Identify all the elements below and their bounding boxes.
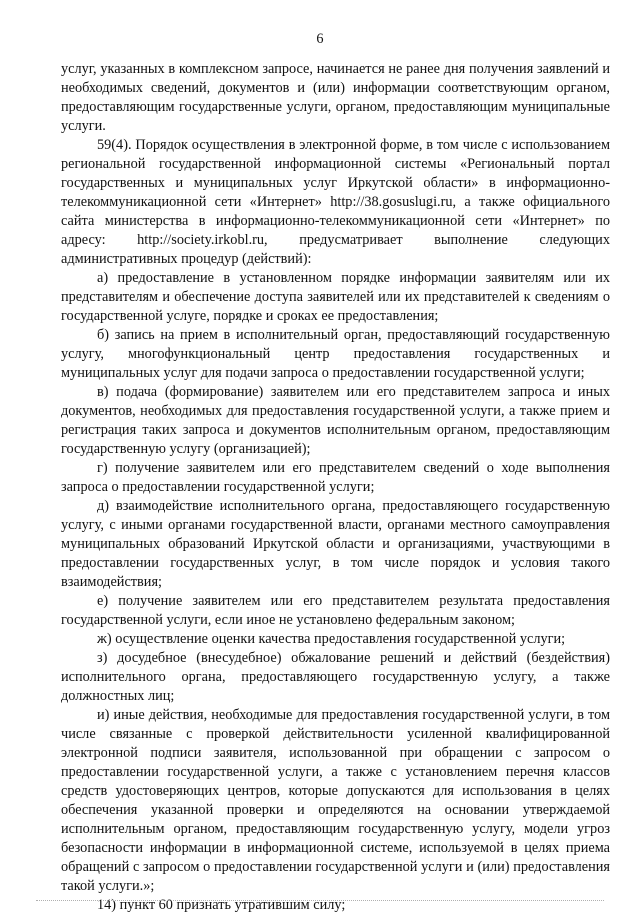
paragraph: г) получение заявителем или его представителем сведений о ходе выполнения запроса о предоставлении государственной услуги; bbox=[61, 460, 610, 495]
paragraph: д) взаимодействие исполнительного органа, предоставляющего государственную услугу, с иными органами государственной власти, органами местного самоуправления муниципальных образований Иркутской области и организациями, участвующими в предоставлении государственных услуг, в том числе порядок и условия такого взаимодействия; bbox=[61, 498, 610, 590]
paragraph: б) запись на прием в исполнительный орган, предоставляющий государственную услугу, многофункциональный центр предоставления государственных и муниципальных услуг для подачи запроса о предоставлении государственной услуги; bbox=[61, 327, 610, 381]
footer-divider bbox=[36, 900, 604, 901]
body-text bbox=[61, 60, 610, 915]
paragraph: ж) осуществление оценки качества предоставления государственной услуги; bbox=[97, 631, 566, 647]
paragraph: услуг, указанных в комплексном запросе, начинается не ранее дня получения заявлений и необходимых сведений, документов и (или) информации соответствующим органом, предоставляющим государственные услуги, органом, предоставляющим муниципальные услуги. bbox=[61, 61, 610, 134]
paragraph: 59(4). Порядок осуществления в электронной форме, в том числе с использованием региональной государственной информационной системы «Региональный портал государственных и муниципальных услуг Иркутской области» в информационно-телекоммуникационной сети «Интернет» http://38.gosuslugi.ru, а также официального сайта министерства в информационно-телекоммуникационной сети «Интернет» по адресу: http://society.irkobl.ru, предусматривает выполнение следующих административных процедур (действий): bbox=[61, 137, 610, 267]
paragraph: а) предоставление в установленном порядке информации заявителям или их представителям и обеспечение доступа заявителей или их представителей к сведениям о государственной услуге, порядке и сроках ее предоставления; bbox=[61, 270, 610, 324]
paragraph: в) подача (формирование) заявителем или его представителем запроса и иных документов, необходимых для предоставления государственной услуги, а также прием и регистрация таких запроса и документов исполнительным органом, предоставляющим государственную услугу (организацией); bbox=[61, 384, 610, 457]
paragraph: е) получение заявителем или его представителем результата предоставления государственной услуги, если иное не установлено федеральным законом; bbox=[61, 593, 610, 628]
paragraph: 14) пункт 60 признать утратившим силу; bbox=[97, 897, 346, 913]
paragraph: и) иные действия, необходимые для предоставления государственной услуги, в том числе связанные с проверкой действительности усиленной квалифицированной электронной подписи заявителя, использованной при обращении с запросом о предоставлении государственной услуги, а также с установлением перечня классов средств удостоверяющих центров, которые допускаются для использования в целях обеспечения указанной проверки и определяются на основании утверждаемой исполнительным органом, предоставляющим государственную услугу, модели угроз безопасности информации в информационной системе, используемой в целях приема обращений с запросом о предоставлении государственной услуги и (или) предоставления такой услуги.»; bbox=[61, 707, 610, 894]
paragraph: з) досудебное (внесудебное) обжалование решений и действий (бездействия) исполнительного органа, предоставляющего государственную услугу, а также должностных лиц; bbox=[61, 650, 610, 704]
page-number: 6 bbox=[316, 31, 324, 47]
